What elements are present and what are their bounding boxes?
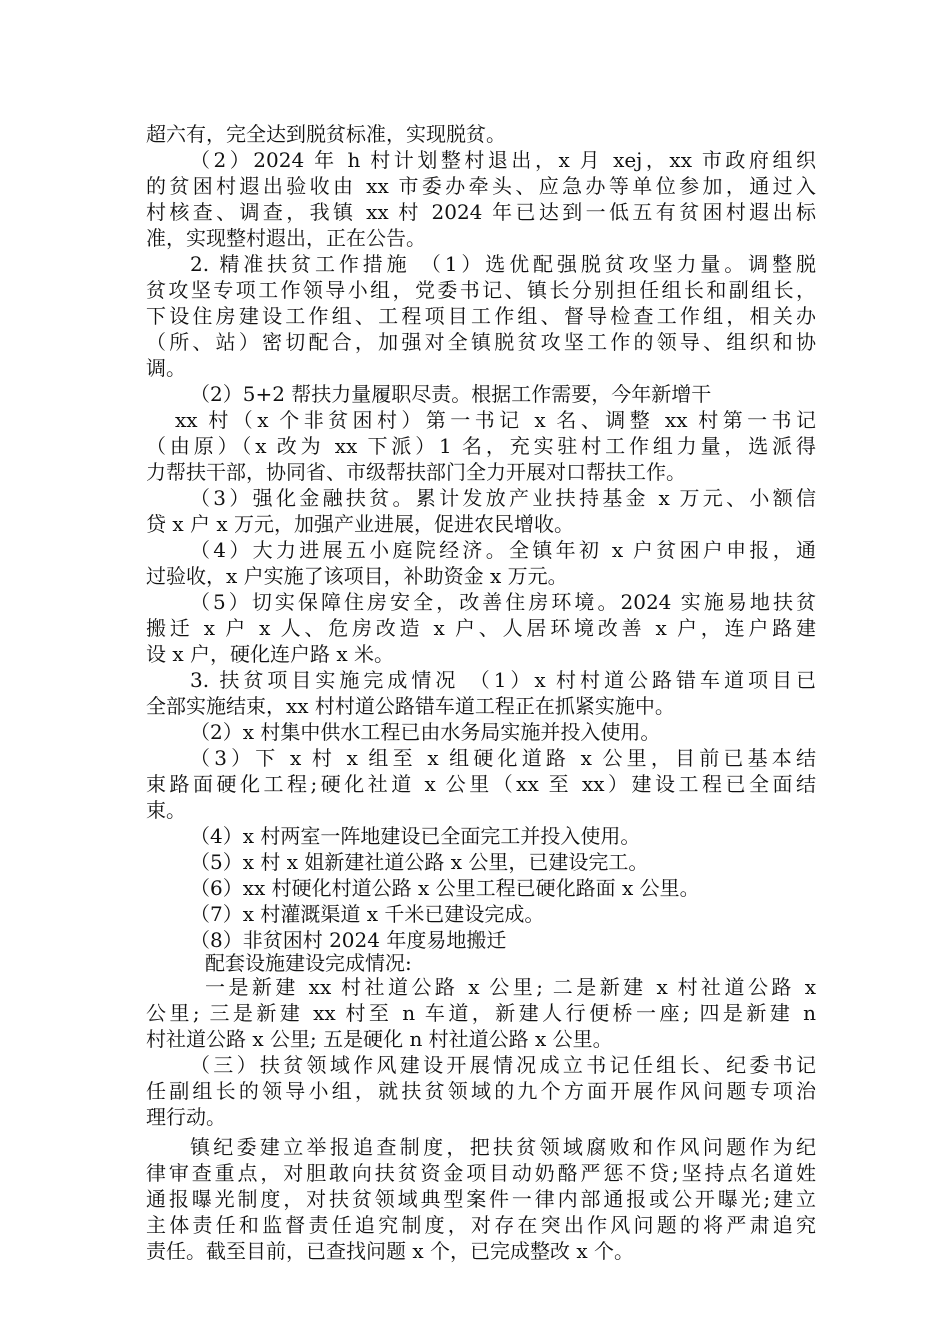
text-line: （三）扶贫领域作风建设开展情况成立书记任组长、纪委书记 (190, 1053, 816, 1077)
text-line: 准，实现整村遐出，正在公告。 (146, 226, 426, 250)
text-line: （5）切实保障住房安全，改善住房环境。2024 实施易地扶贫 (190, 590, 816, 614)
text-line: 下设住房建设工作组、工程项目工作组、督导检查工作组，相关办 (146, 304, 816, 328)
text-line: 主体责任和监督责任追究制度，对存在突出作风问题的将严肃追究 (146, 1213, 816, 1237)
text-line: 配套设施建设完成情况: (205, 951, 412, 975)
text-line: （2）2024 年 h 村计划整村退出，x 月 xej，xx 市政府组织 (190, 148, 816, 172)
text-line: （3）下 x 村 x 组至 x 组硬化道路 x 公里，目前已基本结 (190, 746, 816, 770)
text-line: 3. 扶贫项目实施完成情况 （1）x 村村道公路错车道项目已 (190, 668, 816, 692)
text-line: 搬迁 x 户 x 人、危房改造 x 户、人居环境改善 x 户，连户路建 (146, 616, 816, 640)
text-line: （所、站）密切配合，加强对全镇脱贫攻坚工作的领导、组织和协 (146, 330, 816, 354)
text-line: （7）x 村灌溉渠道 x 千米已建设完成。 (190, 902, 545, 926)
text-line: 镇纪委建立举报追查制度，把扶贫领域腐败和作风问题作为纪 (190, 1135, 816, 1159)
text-line: 设 x 户，硬化连户路 x 米。 (146, 642, 394, 666)
text-line: 力帮扶干部，协同省、市级帮扶部门全力开展对口帮扶工作。 (146, 460, 686, 484)
text-line: 公里; 三是新建 xx 村至 n 车道，新建人行便桥一座; 四是新建 n (146, 1001, 816, 1025)
text-line: 村社道公路 x 公里; 五是硬化 n 村社道公路 x 公里。 (146, 1027, 613, 1051)
text-line: （2）5+2 帮扶力量履职尽责。根据工作需要，今年新增干 (190, 382, 712, 406)
text-line: 过验收，x 户实施了该项目，补助资金 x 万元。 (146, 564, 568, 588)
text-line: 律审查重点，对胆敢向扶贫资金项目动奶酪严惩不贷;坚持点名道姓 (146, 1161, 816, 1185)
text-line: 调。 (146, 356, 186, 380)
text-line: 的贫困村遐出验收由 xx 市委办牵头、应急办等单位参加，通过入 (146, 174, 816, 198)
text-line: 任副组长的领导小组，就扶贫领域的九个方面开展作风问题专项治 (146, 1079, 816, 1103)
text-line: （5）x 村 x 姐新建社道公路 x 公里，已建设完工。 (190, 850, 649, 874)
text-line: （3）强化金融扶贫。累计发放产业扶持基金 x 万元、小额信 (190, 486, 816, 510)
text-line: 责任。截至目前，已查找问题 x 个，已完成整改 x 个。 (146, 1239, 634, 1263)
text-line: 贫攻坚专项工作领导小组，党委书记、镇长分别担任组长和副组长， (146, 278, 816, 302)
text-line: （8）非贫困村 2024 年度易地搬迁 (190, 928, 507, 952)
text-line: 贷 x 户 x 万元，加强产业进展，促进农民增收。 (146, 512, 574, 536)
text-line: 2. 精准扶贫工作措施 （1）选优配强脱贫攻坚力量。调整脱 (190, 252, 816, 276)
text-line: 理行动。 (146, 1105, 226, 1129)
text-line: 全部实施结束，xx 村村道公路错车道工程正在抓紧实施中。 (146, 694, 675, 718)
text-line: （2）x 村集中供水工程已由水务局实施并投入使用。 (190, 720, 661, 744)
text-line: 超六有，完全达到脱贫标准，实现脱贫。 (146, 122, 506, 146)
text-line: （由原）（x 改为 xx 下派）1 名，充实驻村工作组力量，选派得 (146, 434, 816, 458)
text-line: xx 村（x 个非贫困村）第一书记 x 名、调整 xx 村第一书记 (175, 408, 816, 432)
text-line: 束。 (146, 798, 186, 822)
text-line: 通报曝光制度，对扶贫领域典型案件一律内部通报或公开曝光;建立 (146, 1187, 816, 1211)
text-line: 束路面硬化工程;硬化社道 x 公里（xx 至 xx）建设工程已全面结 (146, 772, 816, 796)
text-line: 村核查、调查，我镇 xx 村 2024 年已达到一低五有贫困村遐出标 (146, 200, 816, 224)
text-line: （4）大力进展五小庭院经济。全镇年初 x 户贫困户申报，通 (190, 538, 816, 562)
text-line: （6）xx 村硬化村道公路 x 公里工程已硬化路面 x 公里。 (190, 876, 700, 900)
text-line: 一是新建 xx 村社道公路 x 公里; 二是新建 x 村社道公路 x (205, 975, 816, 999)
text-line: （4）x 村两室一阵地建设已全面完工并投入使用。 (190, 824, 641, 848)
